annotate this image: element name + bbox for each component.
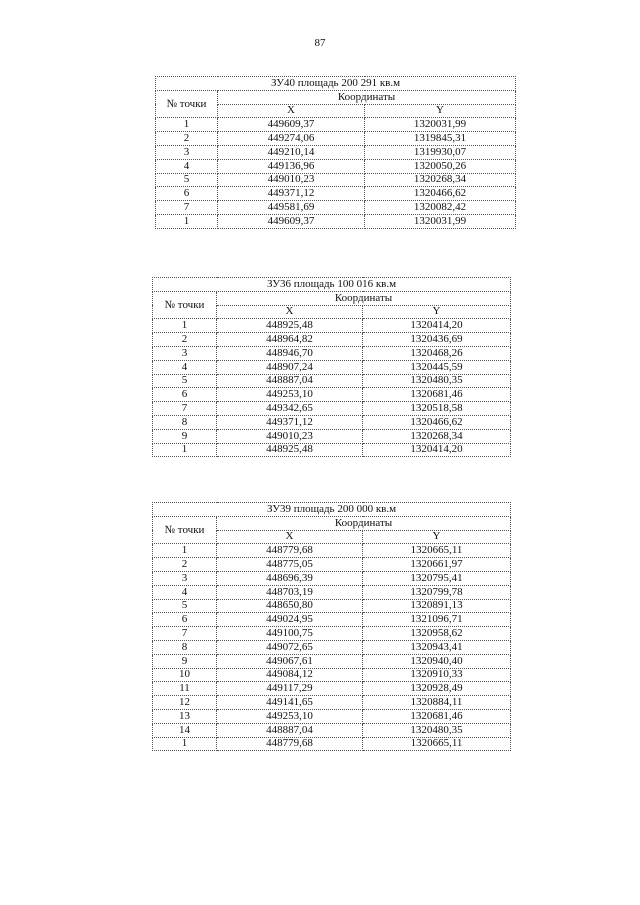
table-row: [153, 640, 511, 654]
table-row: [153, 333, 511, 347]
point-number-cell: 2: [153, 333, 217, 347]
y-coordinate-cell: 1320031,99: [365, 214, 516, 228]
y-coordinate-cell: 1320466,62: [363, 415, 511, 429]
x-coordinate-cell: 448779,68: [217, 544, 363, 558]
coordinates-header: Координаты: [218, 90, 516, 104]
point-number-cell: 13: [153, 709, 217, 723]
point-number-cell: 5: [153, 599, 217, 613]
table-row: [153, 737, 511, 751]
table-row: [153, 696, 511, 710]
x-coordinate-cell: 449072,65: [217, 640, 363, 654]
x-coordinate-cell: 448650,80: [217, 599, 363, 613]
x-coordinate-cell: 448775,05: [217, 558, 363, 572]
y-coordinate-cell: 1320480,35: [363, 374, 511, 388]
y-coordinate-cell: 1320884,11: [363, 696, 511, 710]
point-number-cell: 14: [153, 723, 217, 737]
y-header: Y: [365, 104, 516, 118]
table-title: ЗУ36 площадь 100 016 кв.м: [153, 278, 511, 292]
x-coordinate-cell: 448887,04: [217, 723, 363, 737]
y-coordinate-cell: 1320958,62: [363, 627, 511, 641]
y-coordinate-cell: 1320436,69: [363, 333, 511, 347]
y-coordinate-cell: 1320665,11: [363, 737, 511, 751]
table-row: [153, 627, 511, 641]
point-number-cell: 7: [153, 402, 217, 416]
table-row: [153, 429, 511, 443]
table-row: [156, 173, 516, 187]
point-number-cell: 1: [153, 737, 217, 751]
x-coordinate-cell: 448925,48: [217, 319, 363, 333]
table-header-row: [153, 291, 511, 305]
y-coordinate-cell: 1320795,41: [363, 571, 511, 585]
table-title: ЗУ40 площадь 200 291 кв.м: [156, 77, 516, 91]
x-coordinate-cell: 449067,61: [217, 654, 363, 668]
y-coordinate-cell: 1320031,99: [365, 118, 516, 132]
coordinates-header: Координаты: [217, 291, 511, 305]
coordinates-table-zu40: [155, 76, 516, 229]
point-number-cell: 7: [153, 627, 217, 641]
point-number-cell: 4: [153, 360, 217, 374]
x-coordinate-cell: 448779,68: [217, 737, 363, 751]
x-coordinate-cell: 448696,39: [217, 571, 363, 585]
x-coordinate-cell: 448703,19: [217, 585, 363, 599]
x-coordinate-cell: 448887,04: [217, 374, 363, 388]
table-row: [153, 571, 511, 585]
table-row: [153, 374, 511, 388]
table-title-row: [153, 503, 511, 517]
point-number-cell: 10: [153, 668, 217, 682]
x-coordinate-cell: 449609,37: [218, 214, 365, 228]
table-row: [153, 558, 511, 572]
point-number-header: № точки: [156, 90, 218, 118]
y-coordinate-cell: 1320480,35: [363, 723, 511, 737]
page-number: 87: [314, 37, 326, 49]
table-row: [156, 159, 516, 173]
x-coordinate-cell: 449010,23: [218, 173, 365, 187]
point-number-cell: 1: [156, 214, 218, 228]
x-coordinate-cell: 449253,10: [217, 388, 363, 402]
y-coordinate-cell: 1320681,46: [363, 388, 511, 402]
x-coordinate-cell: 449371,12: [218, 187, 365, 201]
point-number-header: № точки: [153, 516, 217, 544]
x-coordinate-cell: 449253,10: [217, 709, 363, 723]
point-number-cell: 6: [156, 187, 218, 201]
table-row: [153, 654, 511, 668]
y-coordinate-cell: 1320799,78: [363, 585, 511, 599]
point-number-cell: 9: [153, 429, 217, 443]
y-coordinate-cell: 1320928,49: [363, 682, 511, 696]
x-header: X: [217, 305, 363, 319]
y-coordinate-cell: 1319930,07: [365, 145, 516, 159]
point-number-cell: 1: [153, 443, 217, 457]
y-coordinate-cell: 1320468,26: [363, 346, 511, 360]
point-number-cell: 2: [153, 558, 217, 572]
point-number-cell: 4: [156, 159, 218, 173]
x-coordinate-cell: 449136,96: [218, 159, 365, 173]
y-coordinate-cell: 1320665,11: [363, 544, 511, 558]
table-row: [156, 145, 516, 159]
y-coordinate-cell: 1320681,46: [363, 709, 511, 723]
x-coordinate-cell: 449609,37: [218, 118, 365, 132]
x-coordinate-cell: 448925,48: [217, 443, 363, 457]
y-coordinate-cell: 1320050,26: [365, 159, 516, 173]
table-row: [153, 723, 511, 737]
y-coordinate-cell: 1320466,62: [365, 187, 516, 201]
table-row: [153, 360, 511, 374]
point-number-header: № точки: [153, 291, 217, 319]
table-row: [153, 544, 511, 558]
table-row: [156, 214, 516, 228]
table-title: ЗУ39 площадь 200 000 кв.м: [153, 503, 511, 517]
point-number-cell: 7: [156, 201, 218, 215]
point-number-cell: 1: [153, 544, 217, 558]
table-row: [153, 599, 511, 613]
point-number-cell: 3: [153, 571, 217, 585]
x-coordinate-cell: 448946,70: [217, 346, 363, 360]
point-number-cell: 8: [153, 640, 217, 654]
y-coordinate-cell: 1321096,71: [363, 613, 511, 627]
y-coordinate-cell: 1320445,59: [363, 360, 511, 374]
point-number-cell: 9: [153, 654, 217, 668]
y-coordinate-cell: 1320940,40: [363, 654, 511, 668]
table-row: [156, 118, 516, 132]
table-row: [153, 668, 511, 682]
y-coordinate-cell: 1320661,97: [363, 558, 511, 572]
table-title-row: [153, 278, 511, 292]
y-coordinate-cell: 1320891,13: [363, 599, 511, 613]
point-number-cell: 12: [153, 696, 217, 710]
y-header: Y: [363, 305, 511, 319]
x-coordinate-cell: 449210,14: [218, 145, 365, 159]
y-coordinate-cell: 1320943,41: [363, 640, 511, 654]
y-coordinate-cell: 1320910,33: [363, 668, 511, 682]
y-coordinate-cell: 1320268,34: [365, 173, 516, 187]
point-number-cell: 1: [156, 118, 218, 132]
x-header: X: [217, 530, 363, 544]
point-number-cell: 8: [153, 415, 217, 429]
table-row: [153, 443, 511, 457]
table-row: [153, 402, 511, 416]
table-row: [156, 201, 516, 215]
point-number-cell: 3: [156, 145, 218, 159]
y-coordinate-cell: 1320268,34: [363, 429, 511, 443]
y-coordinate-cell: 1320518,58: [363, 402, 511, 416]
table-row: [153, 682, 511, 696]
table-row: [156, 132, 516, 146]
table-row: [153, 415, 511, 429]
table-row: [153, 613, 511, 627]
table-row: [153, 319, 511, 333]
y-header: Y: [363, 530, 511, 544]
y-coordinate-cell: 1320414,20: [363, 319, 511, 333]
x-coordinate-cell: 449084,12: [217, 668, 363, 682]
x-coordinate-cell: 449342,65: [217, 402, 363, 416]
x-coordinate-cell: 449024,95: [217, 613, 363, 627]
point-number-cell: 1: [153, 319, 217, 333]
y-coordinate-cell: 1320082,42: [365, 201, 516, 215]
point-number-cell: 6: [153, 388, 217, 402]
x-coordinate-cell: 449100,75: [217, 627, 363, 641]
point-number-cell: 2: [156, 132, 218, 146]
x-coordinate-cell: 449581,69: [218, 201, 365, 215]
coordinates-header: Координаты: [217, 516, 511, 530]
x-coordinate-cell: 449274,06: [218, 132, 365, 146]
point-number-cell: 11: [153, 682, 217, 696]
y-coordinate-cell: 1319845,31: [365, 132, 516, 146]
x-coordinate-cell: 449141,65: [217, 696, 363, 710]
point-number-cell: 6: [153, 613, 217, 627]
x-header: X: [218, 104, 365, 118]
table-row: [153, 388, 511, 402]
table-header-row: [156, 90, 516, 104]
table-row: [156, 187, 516, 201]
point-number-cell: 5: [156, 173, 218, 187]
coordinates-table-zu36: [152, 277, 511, 457]
point-number-cell: 5: [153, 374, 217, 388]
point-number-cell: 3: [153, 346, 217, 360]
table-header-row: [153, 516, 511, 530]
x-coordinate-cell: 449117,29: [217, 682, 363, 696]
x-coordinate-cell: 449010,23: [217, 429, 363, 443]
table-row: [153, 709, 511, 723]
table-row: [153, 346, 511, 360]
point-number-cell: 4: [153, 585, 217, 599]
x-coordinate-cell: 448907,24: [217, 360, 363, 374]
y-coordinate-cell: 1320414,20: [363, 443, 511, 457]
coordinates-table-zu39: [152, 502, 511, 751]
x-coordinate-cell: 448964,82: [217, 333, 363, 347]
table-row: [153, 585, 511, 599]
table-title-row: [156, 77, 516, 91]
x-coordinate-cell: 449371,12: [217, 415, 363, 429]
